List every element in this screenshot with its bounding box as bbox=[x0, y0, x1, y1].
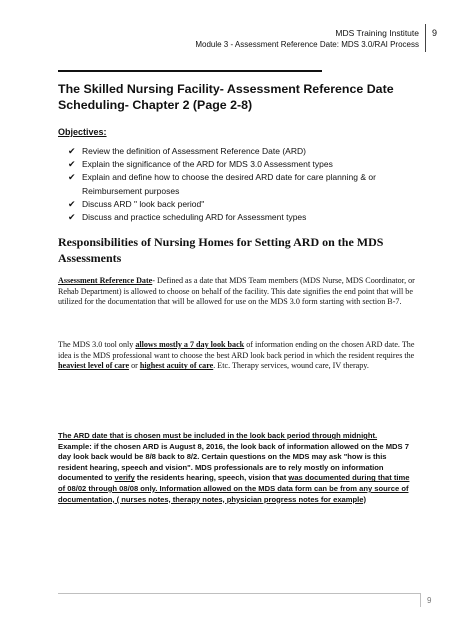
objective-text: Explain and define how to choose the desired ARD date for care planning & or Reimbursement purposes bbox=[82, 172, 376, 196]
objectives-list bbox=[68, 145, 428, 224]
header-page-number: 9 bbox=[432, 28, 438, 38]
objective-item bbox=[68, 198, 428, 211]
ard-term: Assessment Reference Date bbox=[58, 276, 153, 285]
ard-definition-text: - Defined as a date that MDS Team members (MDS Nurse, MDS Coordinator, or Rehab Department) is allowed to choose on behalf of the facility. This date signifies the end point that will be utilized for the documentation that will be allowed for use on the MDS 3.0 form starting with section B-7. bbox=[58, 276, 415, 307]
header-module: Module 3 - Assessment Reference Date: MDS 3.0/RAI Process bbox=[195, 40, 419, 49]
checkmark-icon: ✔ bbox=[68, 146, 76, 156]
note-lead-line: The ARD date that is chosen must be included in the look back period through midnight. bbox=[58, 431, 378, 440]
ard-definition-paragraph bbox=[58, 276, 422, 308]
note-text-2: the residents hearing, speech, vision that bbox=[134, 473, 289, 483]
header-institute: MDS Training Institute bbox=[335, 28, 419, 38]
responsibilities-heading: Responsibilities of Nursing Homes for Setting ARD on the MDS Assessments bbox=[58, 235, 384, 265]
look-back-text-4: . Etc. Therapy services, wound care, IV therapy. bbox=[213, 361, 369, 371]
page-title: The Skilled Nursing Facility- Assessment Reference Date Scheduling- Chapter 2 (Page 2-8) bbox=[58, 82, 394, 112]
look-back-text-3: or bbox=[129, 361, 140, 371]
title-rule bbox=[58, 70, 322, 72]
objective-item bbox=[68, 145, 428, 158]
look-back-text-2: of information ending on the chosen ARD date. The idea is the MDS professional want to choose the best ARD look back period in which the resident requires the bbox=[58, 340, 415, 360]
look-back-emphasis: allows mostly a 7 day look back bbox=[135, 340, 245, 349]
objective-text: Review the definition of Assessment Reference Date (ARD) bbox=[82, 146, 306, 156]
checkmark-icon: ✔ bbox=[68, 172, 76, 183]
objective-text: Explain the significance of the ARD for MDS 3.0 Assessment types bbox=[82, 159, 333, 170]
look-back-text-1: The MDS 3.0 tool only bbox=[58, 340, 136, 349]
objective-text: Discuss and practice scheduling ARD for Assessment types bbox=[82, 212, 307, 223]
note-verify: verify bbox=[114, 473, 135, 483]
footer-line bbox=[58, 593, 420, 594]
footer-tick bbox=[420, 593, 421, 607]
objective-item bbox=[68, 211, 428, 224]
footer-page-number: 9 bbox=[427, 596, 432, 605]
look-back-paragraph bbox=[58, 340, 422, 372]
note-documented: was documented during that time of 08/02 through 08/08 only. Information allowed on the MDS data form can be from any source of documentation, ( nurses notes, therapy notes, physician progress notes for example) bbox=[58, 473, 410, 504]
ard-note-block bbox=[58, 431, 418, 505]
objective-item bbox=[68, 158, 428, 171]
header-separator bbox=[425, 24, 426, 52]
checkmark-icon: ✔ bbox=[68, 212, 76, 223]
highest-acuity-emphasis: highest acuity of care bbox=[139, 361, 214, 371]
checkmark-icon: ✔ bbox=[68, 159, 76, 170]
checkmark-icon: ✔ bbox=[68, 198, 76, 209]
objectives-heading: Objectives: bbox=[58, 127, 107, 137]
note-example-text: Example: if the chosen ARD is August 8, 2016, the look back of information allowed on the MDS 7 day look back would be 8/8 back to 8/2. Certain questions on the MDS may ask "how is this resident hearing, speech and vision". MDS professionals are to rely mostly on information documented to bbox=[58, 441, 409, 483]
objective-text: Discuss ARD " look back period" bbox=[82, 198, 205, 209]
objective-item bbox=[68, 171, 428, 197]
heaviest-care-emphasis: heaviest level of care bbox=[58, 361, 130, 371]
